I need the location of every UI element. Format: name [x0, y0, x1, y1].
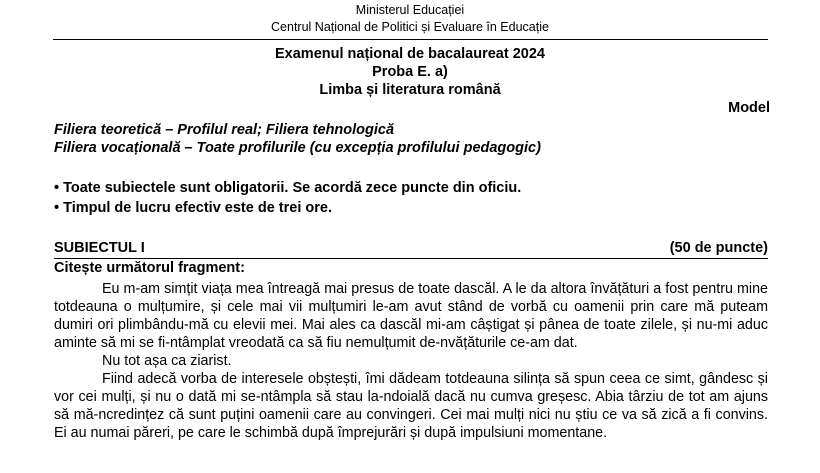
ministry-name: Ministerul Educației [355, 3, 465, 17]
fragment-paragraph-3: Fiind adecă vorba de interesele obștești, îmi dădeam totdeauna silința să spun ceea ce simt, gândesc și vor cei mulți, și nu o dată mi se-ntâmpla să stau la-ndoială dacă nu cumva greșesc. Abia târziu de tot am ajuns să mă-ncredințez că sunt puțini oamenii care au convingeri. Cei mai mulți nici nu știu ce va să zică a fi convins. Ei au numai păreri, pe care le schimbă după împrejurări și după impulsiuni momentane. [54, 371, 768, 441]
instruction-item: • Toate subiectele sunt obligatorii. Se acordă zece puncte din oficiu. [54, 180, 522, 196]
subject-points: (50 de puncte) [669, 240, 768, 256]
subject-instruction: Citește următorul fragment: [54, 260, 245, 276]
fragment-paragraph-2: Nu tot așa ca ziarist. [102, 353, 232, 369]
fragment-text [54, 280, 768, 442]
header-divider [53, 39, 768, 40]
fragment-paragraph-1: Eu m-am simțit viața mea întreagă mai presus de toate dascăl. A le da altora învățături a fost pentru mine totdeauna o mulțumire, și cele mai vii mulțumiri le-am avut stând de vorbă cu oamenii prin care mă puteam dumiri ori plimbându-mă cu elevii mei. Mai ales ca dascăl mi-am câștigat și pânea de toate zilele, și nu-mi aduc aminte să mi se fi-ntâmplat vreodată ca să fiu nemulțumit de-nvățăturile ce-am dat. [54, 281, 768, 351]
filiera-line-2: Filiera vocațională – Toate profilurile (cu excepția profilului pedagogic) [54, 140, 541, 156]
instruction-item: • Timpul de lucru efectiv este de trei ore. [54, 200, 332, 216]
center-name: Centrul Național de Politici și Evaluare în Educație [271, 20, 549, 34]
exam-probe: Proba E. a) [372, 64, 448, 80]
exam-subject: Limba și literatura română [319, 82, 501, 98]
exam-title: Examenul național de bacalaureat 2024 [275, 46, 545, 62]
subject-header [54, 240, 768, 259]
model-label: Model [728, 100, 770, 116]
subject-title: SUBIECTUL I [54, 240, 145, 256]
filiera-line-1: Filiera teoretică – Profilul real; Filiera tehnologică [54, 122, 395, 138]
